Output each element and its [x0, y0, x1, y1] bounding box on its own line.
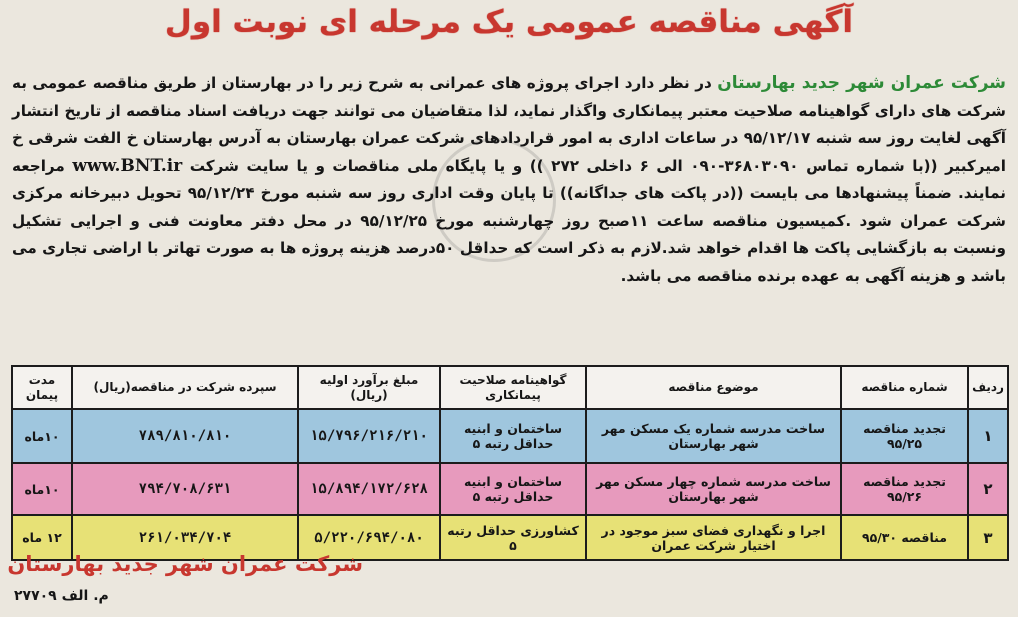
notice-body-part2: مراجعه نمایند. ضمناً پیشنهادها می بایست ((در پاکت های جداگانه)) تا پایان وقت اداری روز سه شنبه مورخ ۹۵/۱۲/۲۴ تحویل دبیرخانه مرکزی شرکت عمران شود .کمیسیون مناقصه ساعت ۱۱صبح روز چهارشنبه مورخ ۹۵/۱۲/۲۵ در محل دفتر معاونت فنی و اجرایی تشکیل ونسبت به بازگشایی پاکت ها اقدام خواهد شد.لازم به ذکر است که حداقل ۵۰درصد هزینه پروژه ها به صورت تهاتر با اراضی تجاری می باشد و هزینه آگهی به عهده برنده مناقصه می باشد.: [12, 156, 1006, 285]
company-name-inline: شرکت عمران شهر جدید بهارستان: [717, 73, 1007, 93]
cell-subject: اجرا و نگهداری فضای سبز موجود در اختیار شرکت عمران: [586, 515, 841, 560]
cell-subject: ساخت مدرسه شماره یک مسکن مهر شهر بهارستان: [586, 409, 841, 463]
cell-duration: ۱۲ ماه: [12, 515, 72, 560]
cell-certificate: ساختمان و ابنیه حداقل رتبه ۵: [440, 463, 586, 515]
cell-estimate: ۵/۲۲۰/۶۹۴/۰۸۰: [298, 515, 440, 560]
table-header-row: [12, 366, 1008, 409]
cell-tender-number: تجدید مناقصه ۹۵/۲۶: [841, 463, 968, 515]
header-certificate: گواهینامه صلاحیت پیمانکاری: [440, 366, 586, 409]
cell-deposit: ۷۸۹/۸۱۰/۸۱۰: [72, 409, 298, 463]
notice-title: آگهی مناقصه عمومی یک مرحله ای نوبت اول: [164, 4, 854, 40]
table-row: [12, 409, 1008, 463]
header-subject: موضوع مناقصه: [586, 366, 841, 409]
header-estimate: مبلغ برآورد اولیه (ریال): [298, 366, 440, 409]
cell-deposit: ۲۶۱/۰۳۴/۷۰۴: [72, 515, 298, 560]
cell-row-number: ۳: [968, 515, 1008, 560]
cell-duration: ۱۰ماه: [12, 409, 72, 463]
header-deposit: سپرده شرکت در مناقصه(ریال): [72, 366, 298, 409]
cell-tender-number: تجدید مناقصه ۹۵/۲۵: [841, 409, 968, 463]
website-link[interactable]: www.BNT.ir: [72, 155, 183, 176]
cell-deposit: ۷۹۴/۷۰۸/۶۳۱: [72, 463, 298, 515]
cell-certificate: کشاورزی حداقل رتبه ۵: [440, 515, 586, 560]
cell-certificate: ساختمان و ابنیه حداقل رتبه ۵: [440, 409, 586, 463]
cell-subject: ساخت مدرسه شماره چهار مسکن مهر شهر بهارستان: [586, 463, 841, 515]
notice-body: [12, 70, 1006, 290]
header-tender-number: شماره مناقصه: [841, 366, 968, 409]
cell-row-number: ۲: [968, 463, 1008, 515]
cell-estimate: ۱۵/۸۹۴/۱۷۲/۶۲۸: [298, 463, 440, 515]
cell-estimate: ۱۵/۷۹۶/۲۱۶/۲۱۰: [298, 409, 440, 463]
header-duration: مدت پیمان: [12, 366, 72, 409]
cell-tender-number: مناقصه ۹۵/۳۰: [841, 515, 968, 560]
header-row-number: ردیف: [968, 366, 1008, 409]
footer-company-name: شرکت عمران شهر جدید بهارستان: [7, 552, 363, 576]
cell-duration: ۱۰ماه: [12, 463, 72, 515]
cell-row-number: ۱: [968, 409, 1008, 463]
tender-table: [11, 365, 1009, 561]
reference-number: م. الف ۲۷۷۰۹: [14, 588, 109, 604]
notice-body-part1: در نظر دارد اجرای پروژه های عمرانی به شرح زیر را در بهارستان از طریق مناقصه عمومی به شرکت های دارای گواهینامه صلاحیت معتبر پیمانکاری واگذار نماید، لذا متقاضیان می توانند جهت دریافت اسناد مناقصه از تاریخ انتشار آگهی لغایت روز سه شنبه ۹۵/۱۲/۱۷ در ساعات اداری به امور قراردادهای شرکت عمران بهارستان به آدرس بهارستان خ الفت شرقی خ امیرکبیر ((با شماره تماس ۳۶۸۰۳۰۹۰-۰۹۰ الی ۶ داخلی ۲۷۲ )) و یا پایگاه ملی مناقصات و یا سایت شرکت: [12, 74, 1007, 175]
table-row: [12, 463, 1008, 515]
